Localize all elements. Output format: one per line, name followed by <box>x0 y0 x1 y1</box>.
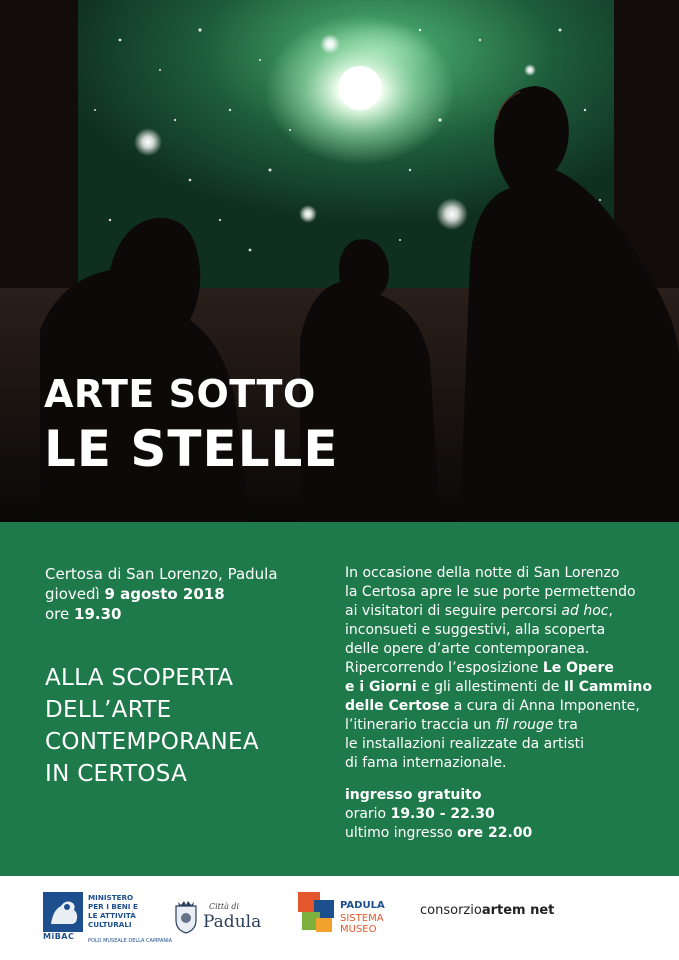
mibac-name-line: MINISTERO <box>88 893 134 902</box>
mibac-name <box>88 893 138 929</box>
description-line <box>345 678 665 697</box>
hours-prefix: orario <box>345 806 387 822</box>
event-details <box>45 564 315 624</box>
description-line: In occasione della notte di San Lorenzo <box>345 565 620 581</box>
free-entry <box>345 786 665 805</box>
sponsor-logos <box>0 876 679 960</box>
description-line: la Certosa apre le sue porte permettendo <box>345 584 636 600</box>
consorzio-label: consorzio <box>420 903 482 918</box>
description-line: le installazioni realizzate da artisti <box>345 736 585 752</box>
citta-label: Città di <box>209 902 240 911</box>
description <box>345 564 665 773</box>
time-line <box>45 604 315 624</box>
event-date: 9 agosto 2018 <box>104 585 225 603</box>
mibac-name-line: CULTURALI <box>88 920 132 929</box>
text-span: e gli allestimenti de <box>416 679 564 695</box>
net-label: m net <box>512 903 555 918</box>
date-prefix: giovedì <box>45 585 100 603</box>
info-band <box>0 522 679 876</box>
description-line: delle opere d’arte contemporanea. <box>345 641 590 657</box>
italic-fil-rouge: fil rouge <box>495 717 554 733</box>
subtitle <box>45 662 325 790</box>
time-prefix: ore <box>45 605 70 623</box>
last-entry <box>345 824 665 843</box>
subtitle-line: ALLA SCOPERTA <box>45 665 234 691</box>
ticket-info <box>345 786 665 843</box>
text-span: ai visitatori di seguire percorsi <box>345 603 562 619</box>
museo-squares-icon <box>298 892 336 936</box>
mibac-name-line: PER I BENI E <box>88 902 138 911</box>
date-line <box>45 584 315 604</box>
installation-title: Il Cammino <box>563 679 652 695</box>
consorzio-artem-logo <box>420 903 640 933</box>
description-line: inconsueti e suggestivi, alla scoperta <box>345 622 606 638</box>
subtitle-line: IN CERTOSA <box>45 761 188 787</box>
text-span: Ripercorrendo l’esposizione <box>345 660 543 676</box>
padula-sistema-museo-logo <box>298 892 398 944</box>
mibac-logo <box>43 892 173 944</box>
free-entry-label: ingresso gratuito <box>345 787 482 803</box>
title-line-2: LE STELLE <box>44 420 339 478</box>
mibac-emblem-icon <box>43 892 83 932</box>
installation-title: delle Certose <box>345 698 450 714</box>
venue: Certosa di San Lorenzo, Padula <box>45 565 278 583</box>
subtitle-line: CONTEMPORANEA <box>45 729 259 755</box>
description-line <box>345 697 665 716</box>
text-span: a cura di Anna Imponente, <box>449 698 640 714</box>
mibac-name-line: LE ATTIVITÀ <box>88 911 136 920</box>
citta-di-padula-logo <box>173 896 263 936</box>
last-entry-value: ore 22.00 <box>457 825 533 841</box>
opening-hours <box>345 805 665 824</box>
sistema-line-1: PADULA <box>340 900 385 911</box>
sistema-line-2: SISTEMA <box>340 913 384 924</box>
mibac-polo: POLO MUSEALE DELLA CAMPANIA <box>88 938 173 944</box>
description-line <box>345 659 665 678</box>
hours-value: 19.30 - 22.30 <box>390 806 495 822</box>
italic-ad-hoc: ad hoc <box>561 603 609 619</box>
text-span: , <box>608 603 613 619</box>
title-line-1: ARTE SOTTO <box>44 372 316 416</box>
event-time: 19.30 <box>74 605 122 623</box>
description-line: di fama internazionale. <box>345 755 507 771</box>
text-span: l’itinerario traccia un <box>345 717 496 733</box>
text-span: tra <box>553 717 578 733</box>
exhibition-title: e i Giorni <box>345 679 417 695</box>
mibac-abbr: MiBAC <box>43 932 75 941</box>
exhibition-title: Le Opere <box>542 660 614 676</box>
description-line <box>345 716 665 735</box>
sistema-line-3: MUSEO <box>340 924 377 935</box>
citta-name: Padula <box>203 912 262 932</box>
arte-label: arte <box>481 903 513 918</box>
description-line <box>345 602 665 621</box>
subtitle-line: DELL’ARTE <box>45 697 172 723</box>
padula-crest-icon <box>173 900 199 934</box>
last-entry-prefix: ultimo ingresso <box>345 825 453 841</box>
